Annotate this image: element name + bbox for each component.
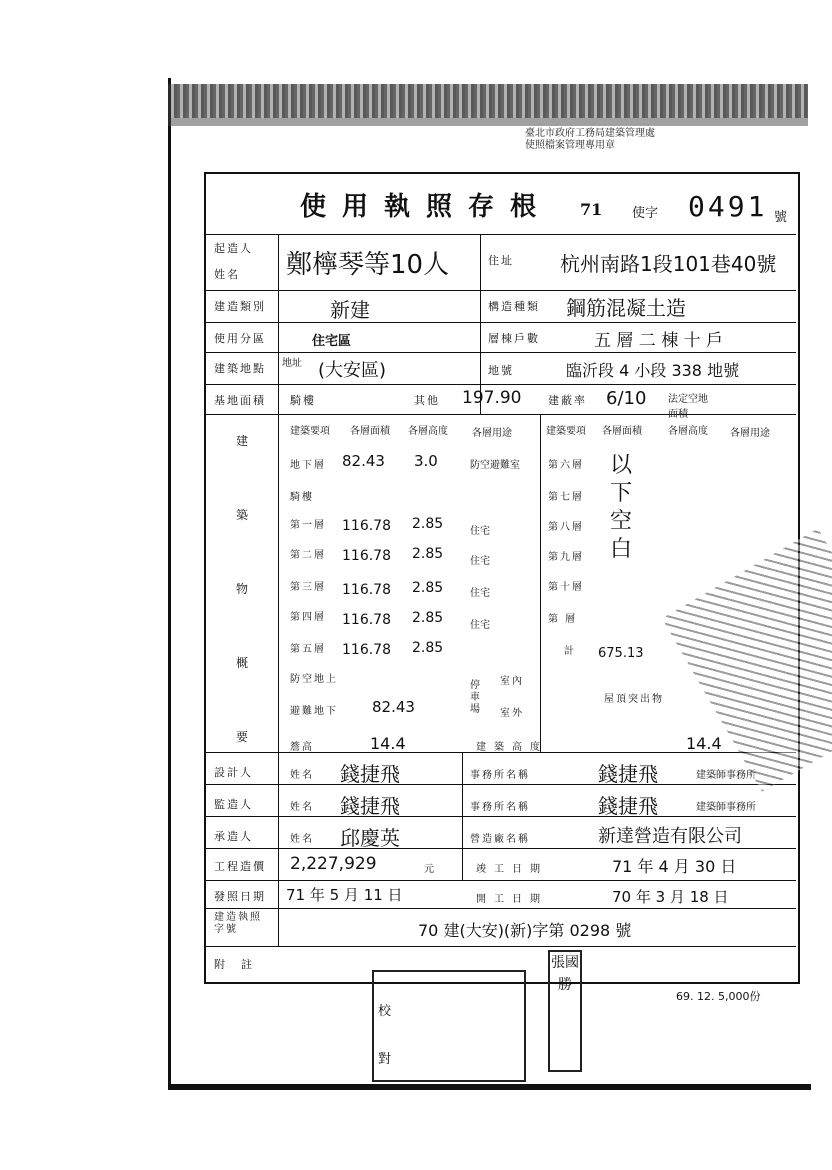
location-value: (大安區) xyxy=(318,360,387,381)
col-line xyxy=(480,234,481,414)
coverage: 6/10 xyxy=(606,388,647,409)
other-area: 197.90 xyxy=(462,388,522,408)
zi-label: 使字 xyxy=(632,206,659,221)
scan-noise-strip xyxy=(168,84,808,118)
rule xyxy=(204,322,796,323)
rule xyxy=(204,784,796,785)
number-prefix: 71 xyxy=(580,200,603,219)
col-line xyxy=(462,752,463,880)
scan-noise-strip-2 xyxy=(168,118,808,126)
owner-address: 杭州南路1段101巷40號 xyxy=(560,252,777,276)
form-title: 使用執照存根 xyxy=(300,192,553,222)
floors-value: 五 層 二 棟 十 戶 xyxy=(594,331,724,351)
print-note: 69. 12. 5,000份 xyxy=(676,990,761,1003)
blank-note: 以下空白 xyxy=(610,453,633,562)
hao-label: 號 xyxy=(774,210,788,225)
rule xyxy=(204,384,796,385)
archive-stamp: 臺北市政府工務局建築管理處 使照檔案管理專用章 xyxy=(525,128,655,151)
rule xyxy=(204,908,796,909)
rule xyxy=(204,946,796,947)
rule xyxy=(204,290,796,291)
rule xyxy=(204,352,796,353)
rule xyxy=(204,816,796,817)
col-line xyxy=(540,414,541,752)
seal-stamp: 張國勝 xyxy=(548,950,582,1072)
build-category: 新建 xyxy=(330,298,370,322)
rule xyxy=(204,880,796,881)
zone-value: 住宅區 xyxy=(312,334,352,349)
col-line xyxy=(278,234,279,946)
rule xyxy=(204,234,796,235)
rule xyxy=(204,848,796,849)
owner-name: 鄭檸琴等10人 xyxy=(286,250,450,280)
structure-type: 鋼筋混凝土造 xyxy=(566,296,686,320)
lot-value: 臨沂段 4 小段 338 地號 xyxy=(566,361,740,380)
check-stamp: 校對 xyxy=(372,970,526,1082)
permit-number: 0491 xyxy=(688,190,768,223)
